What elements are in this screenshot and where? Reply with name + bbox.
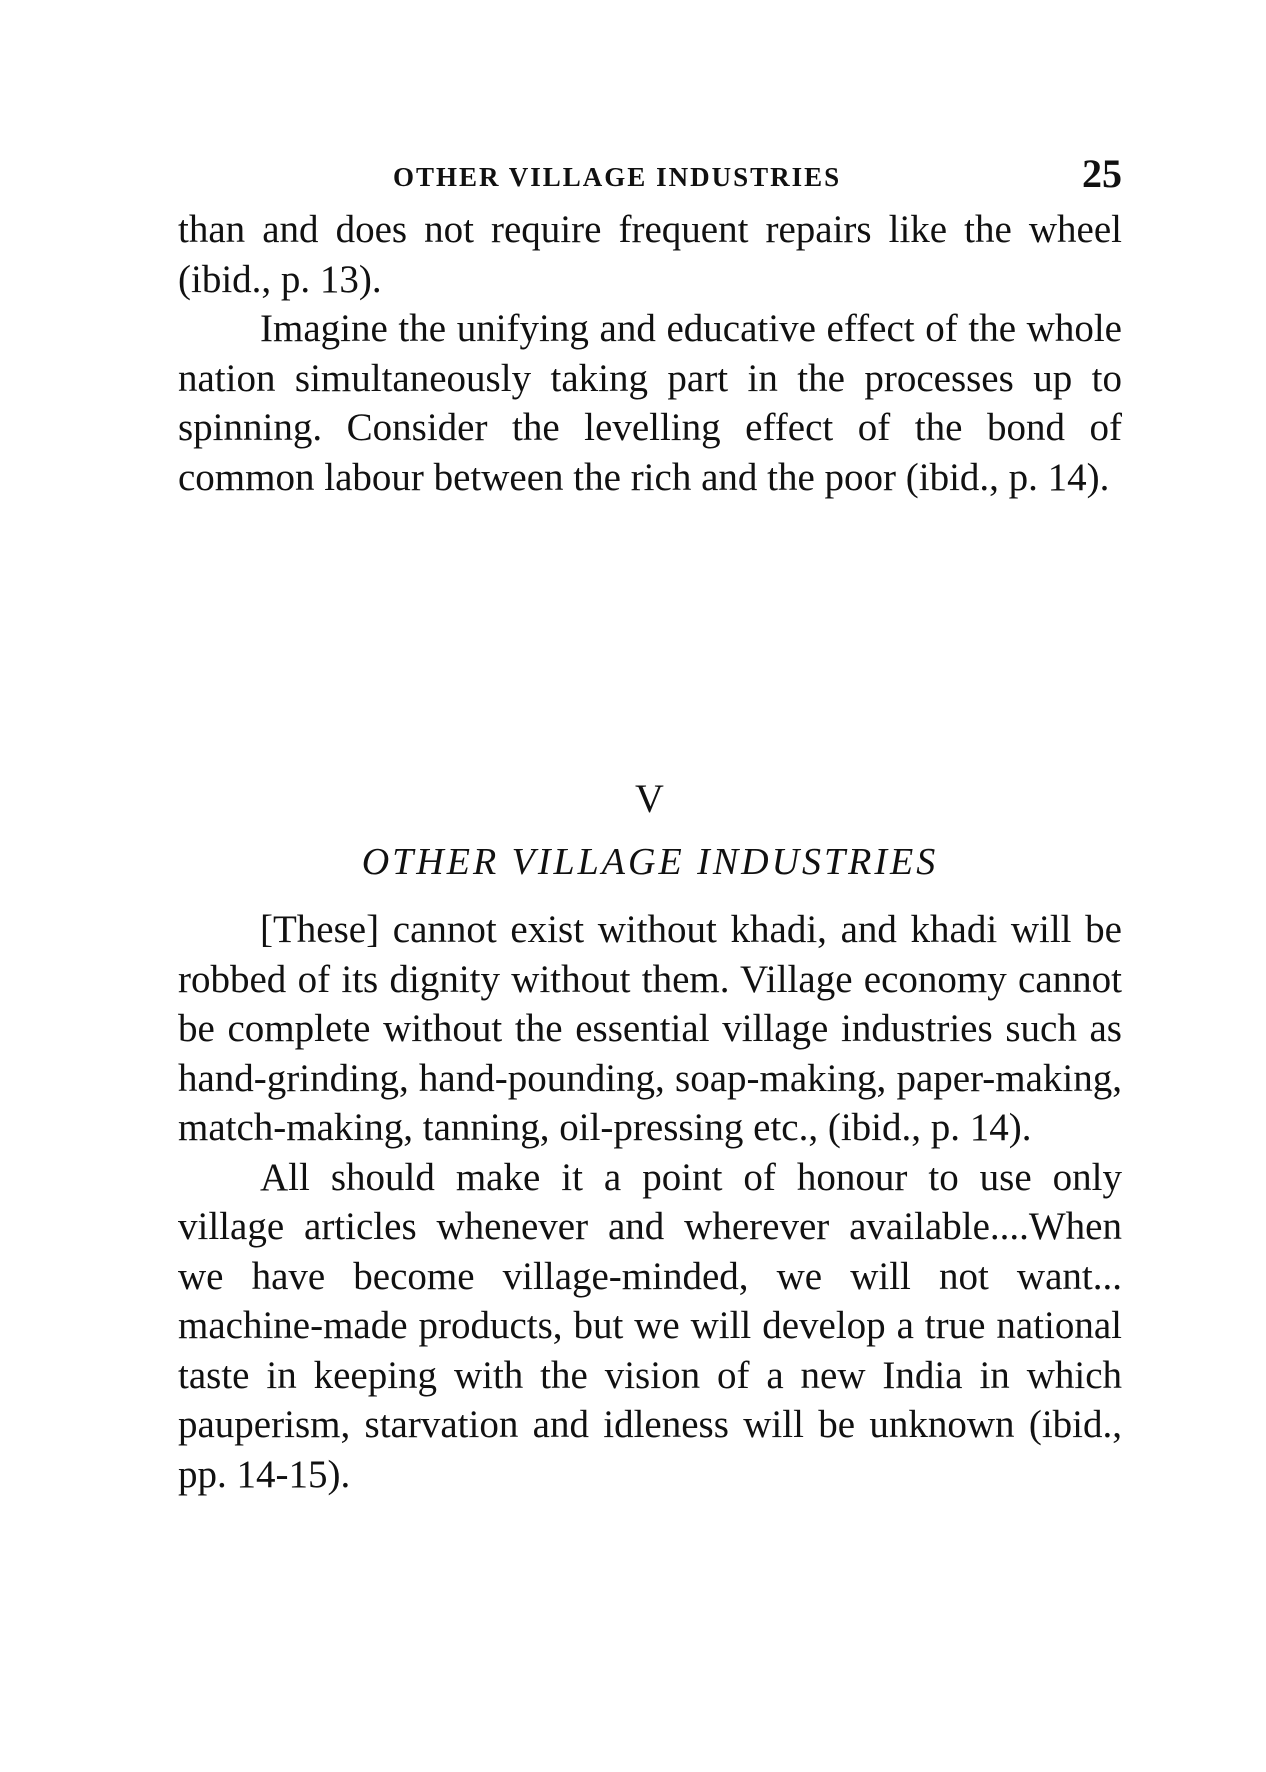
top-text-block bbox=[178, 205, 1122, 502]
page-number: 25 bbox=[1082, 151, 1122, 196]
section-title: OTHER VILLAGE INDUSTRIES bbox=[361, 841, 939, 883]
section-number: V bbox=[635, 776, 665, 821]
paragraph-village-articles: All should make it a point of honour to use only village articles whenever and wherever available....When we have become village-minded, we will not want... machine-made products, but we will develop a true national taste in keeping with the vision of a new India in which pauperism, starvation and idleness will be unknown (ibid., pp. 14-15). bbox=[178, 1155, 1122, 1496]
paragraph-village-industries: [These] cannot exist without khadi, and khadi will be robbed of its dignity without them. Village economy cannot be complete without the essential village industries such as hand-grinding, hand-pounding, soap-making, paper-making, match-making, tanning, oil-pressing etc., (ibid., p. 14). bbox=[178, 908, 1122, 1149]
bottom-text-block bbox=[178, 905, 1122, 1499]
section-heading bbox=[178, 775, 1122, 886]
running-head bbox=[178, 150, 1122, 202]
running-title: OTHER VILLAGE INDUSTRIES bbox=[393, 162, 842, 192]
paragraph-unifying-effect: Imagine the unifying and educative effect of the whole nation simultaneously taking part in the processes up to spinning. Consider the levelling effect of the bond of common labour between the rich and the poor (ibid., p. 14). bbox=[178, 307, 1122, 499]
paragraph-continuation: than and does not require frequent repairs like the wheel (ibid., p. 13). bbox=[178, 208, 1122, 301]
